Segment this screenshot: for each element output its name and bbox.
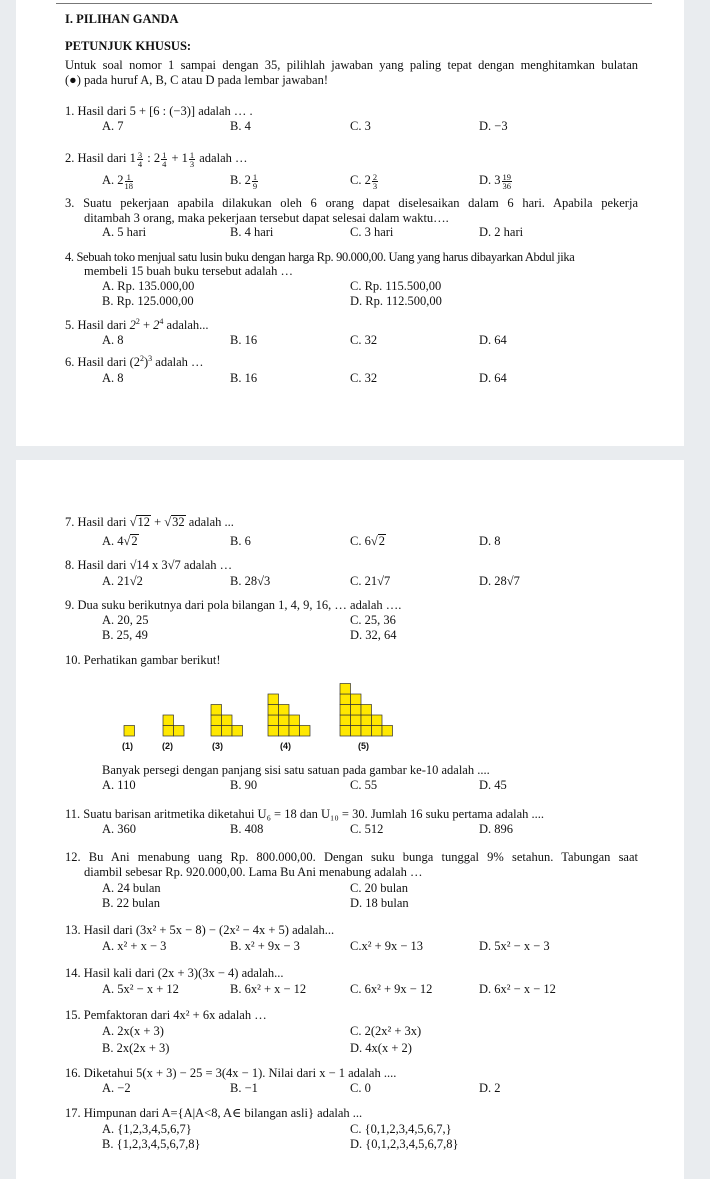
figure-4-unit-square <box>268 694 279 705</box>
figure-5-unit-square <box>361 705 372 716</box>
q12-option-a: A. 24 bulan <box>102 881 161 895</box>
q16-option-a: A. −2 <box>102 1081 131 1095</box>
instructions-line-2: (●) pada huruf A, B, C atau D pada lembar jawaban! <box>65 73 329 87</box>
q12-option-d: D. 18 bulan <box>350 896 409 910</box>
q15-option-c: C. 2(2x² + 3x) <box>350 1024 422 1038</box>
q6-option-c: C. 32 <box>350 371 378 385</box>
figure-4-unit-square <box>279 726 290 737</box>
figure-5-unit-square <box>361 715 372 726</box>
instructions-title: PETUNJUK KHUSUS: <box>65 39 192 53</box>
q4-option-d: D. Rp. 112.500,00 <box>350 294 442 308</box>
question-4-line-1: 4. Sebuah toko menjual satu lusin buku dengan harga Rp. 90.000,00. Uang yang harus dibayarkan Abdul jika <box>65 250 575 264</box>
q2-option-d: D. 3 $\frac{19}{36}$ <box>479 171 512 191</box>
question-15-stem: 15. Pemfaktoran dari 4x² + 6x adalah … <box>65 1008 267 1022</box>
section-title: I. PILIHAN GANDA <box>65 12 179 26</box>
figure-5-unit-square <box>340 705 351 716</box>
q10-option-c: C. 55 <box>350 778 378 792</box>
q1-option-c: C. 3 <box>350 119 371 133</box>
figure-3-unit-square <box>211 715 222 726</box>
question-4-line-2: membeli 15 buah buku tersebut adalah … <box>84 264 293 278</box>
figure-5-unit-square <box>372 715 383 726</box>
q4-option-a: A. Rp. 135.000,00 <box>102 279 195 293</box>
q15-option-d: D. 4x(x + 2) <box>350 1041 412 1055</box>
figure-4-unit-square <box>289 715 300 726</box>
figure-3-unit-square <box>222 715 233 726</box>
q14-option-d: D. 6x² − x − 12 <box>479 982 556 996</box>
q1-option-d: D. −3 <box>479 119 508 133</box>
q10-option-b: B. 90 <box>230 778 258 792</box>
q15-option-a: A. 2x(x + 3) <box>102 1024 164 1038</box>
q7-option-a: A. 4√2 <box>102 534 138 548</box>
q3-option-c: C. 3 hari <box>350 225 394 239</box>
q6-option-b: B. 16 <box>230 371 258 385</box>
q1-option-a: A. 7 <box>102 119 124 133</box>
q11-option-c: C. 512 <box>350 822 384 836</box>
q9-option-a: A. 20, 25 <box>102 613 149 627</box>
figure-4-unit-square <box>300 726 311 737</box>
q17-option-c: C. {0,1,2,3,4,5,6,7,} <box>350 1122 452 1136</box>
q16-option-b: B. −1 <box>230 1081 258 1095</box>
document-page-1 <box>16 0 684 446</box>
instructions-line-1: Untuk soal nomor 1 sampai dengan 35, pilihlah jawaban yang paling tepat dengan menghitamkan bulatan <box>65 58 638 72</box>
q5-option-a: A. 8 <box>102 333 124 347</box>
question-1-stem: 1. Hasil dari 5 + [6 : (−3)] adalah … . <box>65 104 253 118</box>
figure-4-unit-square <box>268 705 279 716</box>
q8-option-d: D. 28√7 <box>479 574 520 588</box>
figure-5-unit-square <box>340 684 351 695</box>
q6-option-d: D. 64 <box>479 371 507 385</box>
q16-option-c: C. 0 <box>350 1081 371 1095</box>
q13-option-c: C.x² + 9x − 13 <box>350 939 424 953</box>
figure-4-unit-square <box>279 715 290 726</box>
q2-option-b: B. 2 $\frac{1}{9}$ <box>230 171 258 191</box>
question-3-line-2: ditambah 3 orang, maka pekerjaan tersebut dapat selesai dalam waktu…. <box>84 211 449 225</box>
question-7-stem: 7. Hasil dari √12 + √32 adalah ... <box>65 515 234 529</box>
question-11-stem: 11. Suatu barisan aritmetika diketahui U₆ = 18 dan U₁₀ = 30. Jumlah 16 suku pertama adalah .... <box>65 807 545 821</box>
figure-5-unit-square <box>340 715 351 726</box>
figure-3-unit-square <box>211 726 222 737</box>
figure-1-unit-square <box>124 726 135 737</box>
q10-option-d: D. 45 <box>479 778 507 792</box>
question-3-line-1: 3. Suatu pekerjaan apabila dilakukan oleh 6 orang dapat diselesaikan dalam 6 hari. Apabila pekerja <box>65 196 638 210</box>
q5-option-b: B. 16 <box>230 333 258 347</box>
q2-option-c: C. 2 $\frac{2}{3}$ <box>350 171 378 191</box>
staircase-figure <box>116 672 406 742</box>
q3-option-a: A. 5 hari <box>102 225 147 239</box>
figure-5-unit-square <box>372 726 383 737</box>
q16-option-d: D. 2 <box>479 1081 501 1095</box>
figure-3-unit-square <box>232 726 243 737</box>
q5-option-c: C. 32 <box>350 333 378 347</box>
figure-4-unit-square <box>268 726 279 737</box>
q6-option-a: A. 8 <box>102 371 124 385</box>
figure-4-unit-square <box>289 726 300 737</box>
figure-5-unit-square <box>351 694 362 705</box>
q17-option-d: D. {0,1,2,3,4,5,6,7,8} <box>350 1137 459 1151</box>
q13-option-d: D. 5x² − x − 3 <box>479 939 550 953</box>
figure-2-unit-square <box>174 726 185 737</box>
q9-option-c: C. 25, 36 <box>350 613 396 627</box>
figure-label-3: (3) <box>212 741 223 751</box>
q5-option-d: D. 64 <box>479 333 507 347</box>
q13-option-a: A. x² + x − 3 <box>102 939 167 953</box>
q4-option-c: C. Rp. 115.500,00 <box>350 279 442 293</box>
figure-label-4: (4) <box>280 741 291 751</box>
question-13-stem: 13. Hasil dari (3x² + 5x − 8) − (2x² − 4x + 5) adalah... <box>65 923 335 937</box>
question-17-stem: 17. Himpunan dari A={A|A<8, A∈ bilangan asli} adalah ... <box>65 1106 363 1120</box>
q11-option-a: A. 360 <box>102 822 137 836</box>
figure-3-unit-square <box>211 705 222 716</box>
figure-2-unit-square <box>163 726 174 737</box>
q12-option-b: B. 22 bulan <box>102 896 160 910</box>
figure-5-unit-square <box>340 694 351 705</box>
q7-option-b: B. 6 <box>230 534 251 548</box>
q13-option-b: B. x² + 9x − 3 <box>230 939 300 953</box>
question-10-stem: 10. Perhatikan gambar berikut! <box>65 653 221 667</box>
q17-option-b: B. {1,2,3,4,5,6,7,8} <box>102 1137 201 1151</box>
question-14-stem: 14. Hasil kali dari (2x + 3)(3x − 4) adalah... <box>65 966 284 980</box>
question-6-stem: 6. Hasil dari $(2^2)^3$ adalah … <box>65 353 204 369</box>
page-top-rule <box>56 3 652 4</box>
figure-4-unit-square <box>268 715 279 726</box>
q9-option-b: B. 25, 49 <box>102 628 148 642</box>
question-5-stem: 5. Hasil dari $2^2 + 2^4$ adalah... <box>65 316 209 332</box>
q15-option-b: B. 2x(2x + 3) <box>102 1041 170 1055</box>
question-12-line-2: diambil sebesar Rp. 920.000,00. Lama Bu Ani menabung adalah … <box>84 865 423 879</box>
q7-option-c: C. 6√2 <box>350 534 385 548</box>
q17-option-a: A. {1,2,3,4,5,6,7} <box>102 1122 192 1136</box>
question-10-prompt: Banyak persegi dengan panjang sisi satu satuan pada gambar ke-10 adalah .... <box>102 763 490 777</box>
q8-option-a: A. 21√2 <box>102 574 143 588</box>
figure-label-2: (2) <box>162 741 173 751</box>
q12-option-c: C. 20 bulan <box>350 881 408 895</box>
q4-option-b: B. Rp. 125.000,00 <box>102 294 194 308</box>
q1-option-b: B. 4 <box>230 119 251 133</box>
q14-option-a: A. 5x² − x + 12 <box>102 982 179 996</box>
question-8-stem: 8. Hasil dari √14 x 3√7 adalah … <box>65 558 233 572</box>
figure-5-unit-square <box>351 705 362 716</box>
figure-label-5: (5) <box>358 741 369 751</box>
q7-option-d: D. 8 <box>479 534 501 548</box>
figure-5-unit-square <box>382 726 393 737</box>
q2-option-a: A. 2 $\frac{1}{18}$ <box>102 171 134 191</box>
question-2-stem: 2. Hasil dari 1 $\frac{3}{4}$ : 2 $\frac{1}{4}$ + 1 $\frac{1}{3}$ adalah … <box>65 149 248 169</box>
q3-option-d: D. 2 hari <box>479 225 524 239</box>
q10-option-a: A. 110 <box>102 778 136 792</box>
figure-5-unit-square <box>361 726 372 737</box>
question-9-stem: 9. Dua suku berikutnya dari pola bilangan 1, 4, 9, 16, … adalah …. <box>65 598 402 612</box>
q11-option-b: B. 408 <box>230 822 264 836</box>
figure-5-unit-square <box>351 715 362 726</box>
q14-option-b: B. 6x² + x − 12 <box>230 982 307 996</box>
figure-3-unit-square <box>222 726 233 737</box>
figure-2-unit-square <box>163 715 174 726</box>
q8-option-c: C. 21√7 <box>350 574 391 588</box>
document-page-2 <box>16 460 684 1179</box>
figure-5-unit-square <box>351 726 362 737</box>
question-16-stem: 16. Diketahui 5(x + 3) − 25 = 3(4x − 1). Nilai dari x − 1 adalah .... <box>65 1066 397 1080</box>
q3-option-b: B. 4 hari <box>230 225 274 239</box>
q8-option-b: B. 28√3 <box>230 574 271 588</box>
figure-5-unit-square <box>340 726 351 737</box>
q14-option-c: C. 6x² + 9x − 12 <box>350 982 433 996</box>
question-12-line-1: 12. Bu Ani menabung uang Rp. 800.000,00. Dengan suku bunga tunggal 9% setahun. Tabungan saat <box>65 850 638 864</box>
figure-4-unit-square <box>279 705 290 716</box>
q9-option-d: D. 32, 64 <box>350 628 397 642</box>
figure-label-1: (1) <box>122 741 133 751</box>
q11-option-d: D. 896 <box>479 822 514 836</box>
